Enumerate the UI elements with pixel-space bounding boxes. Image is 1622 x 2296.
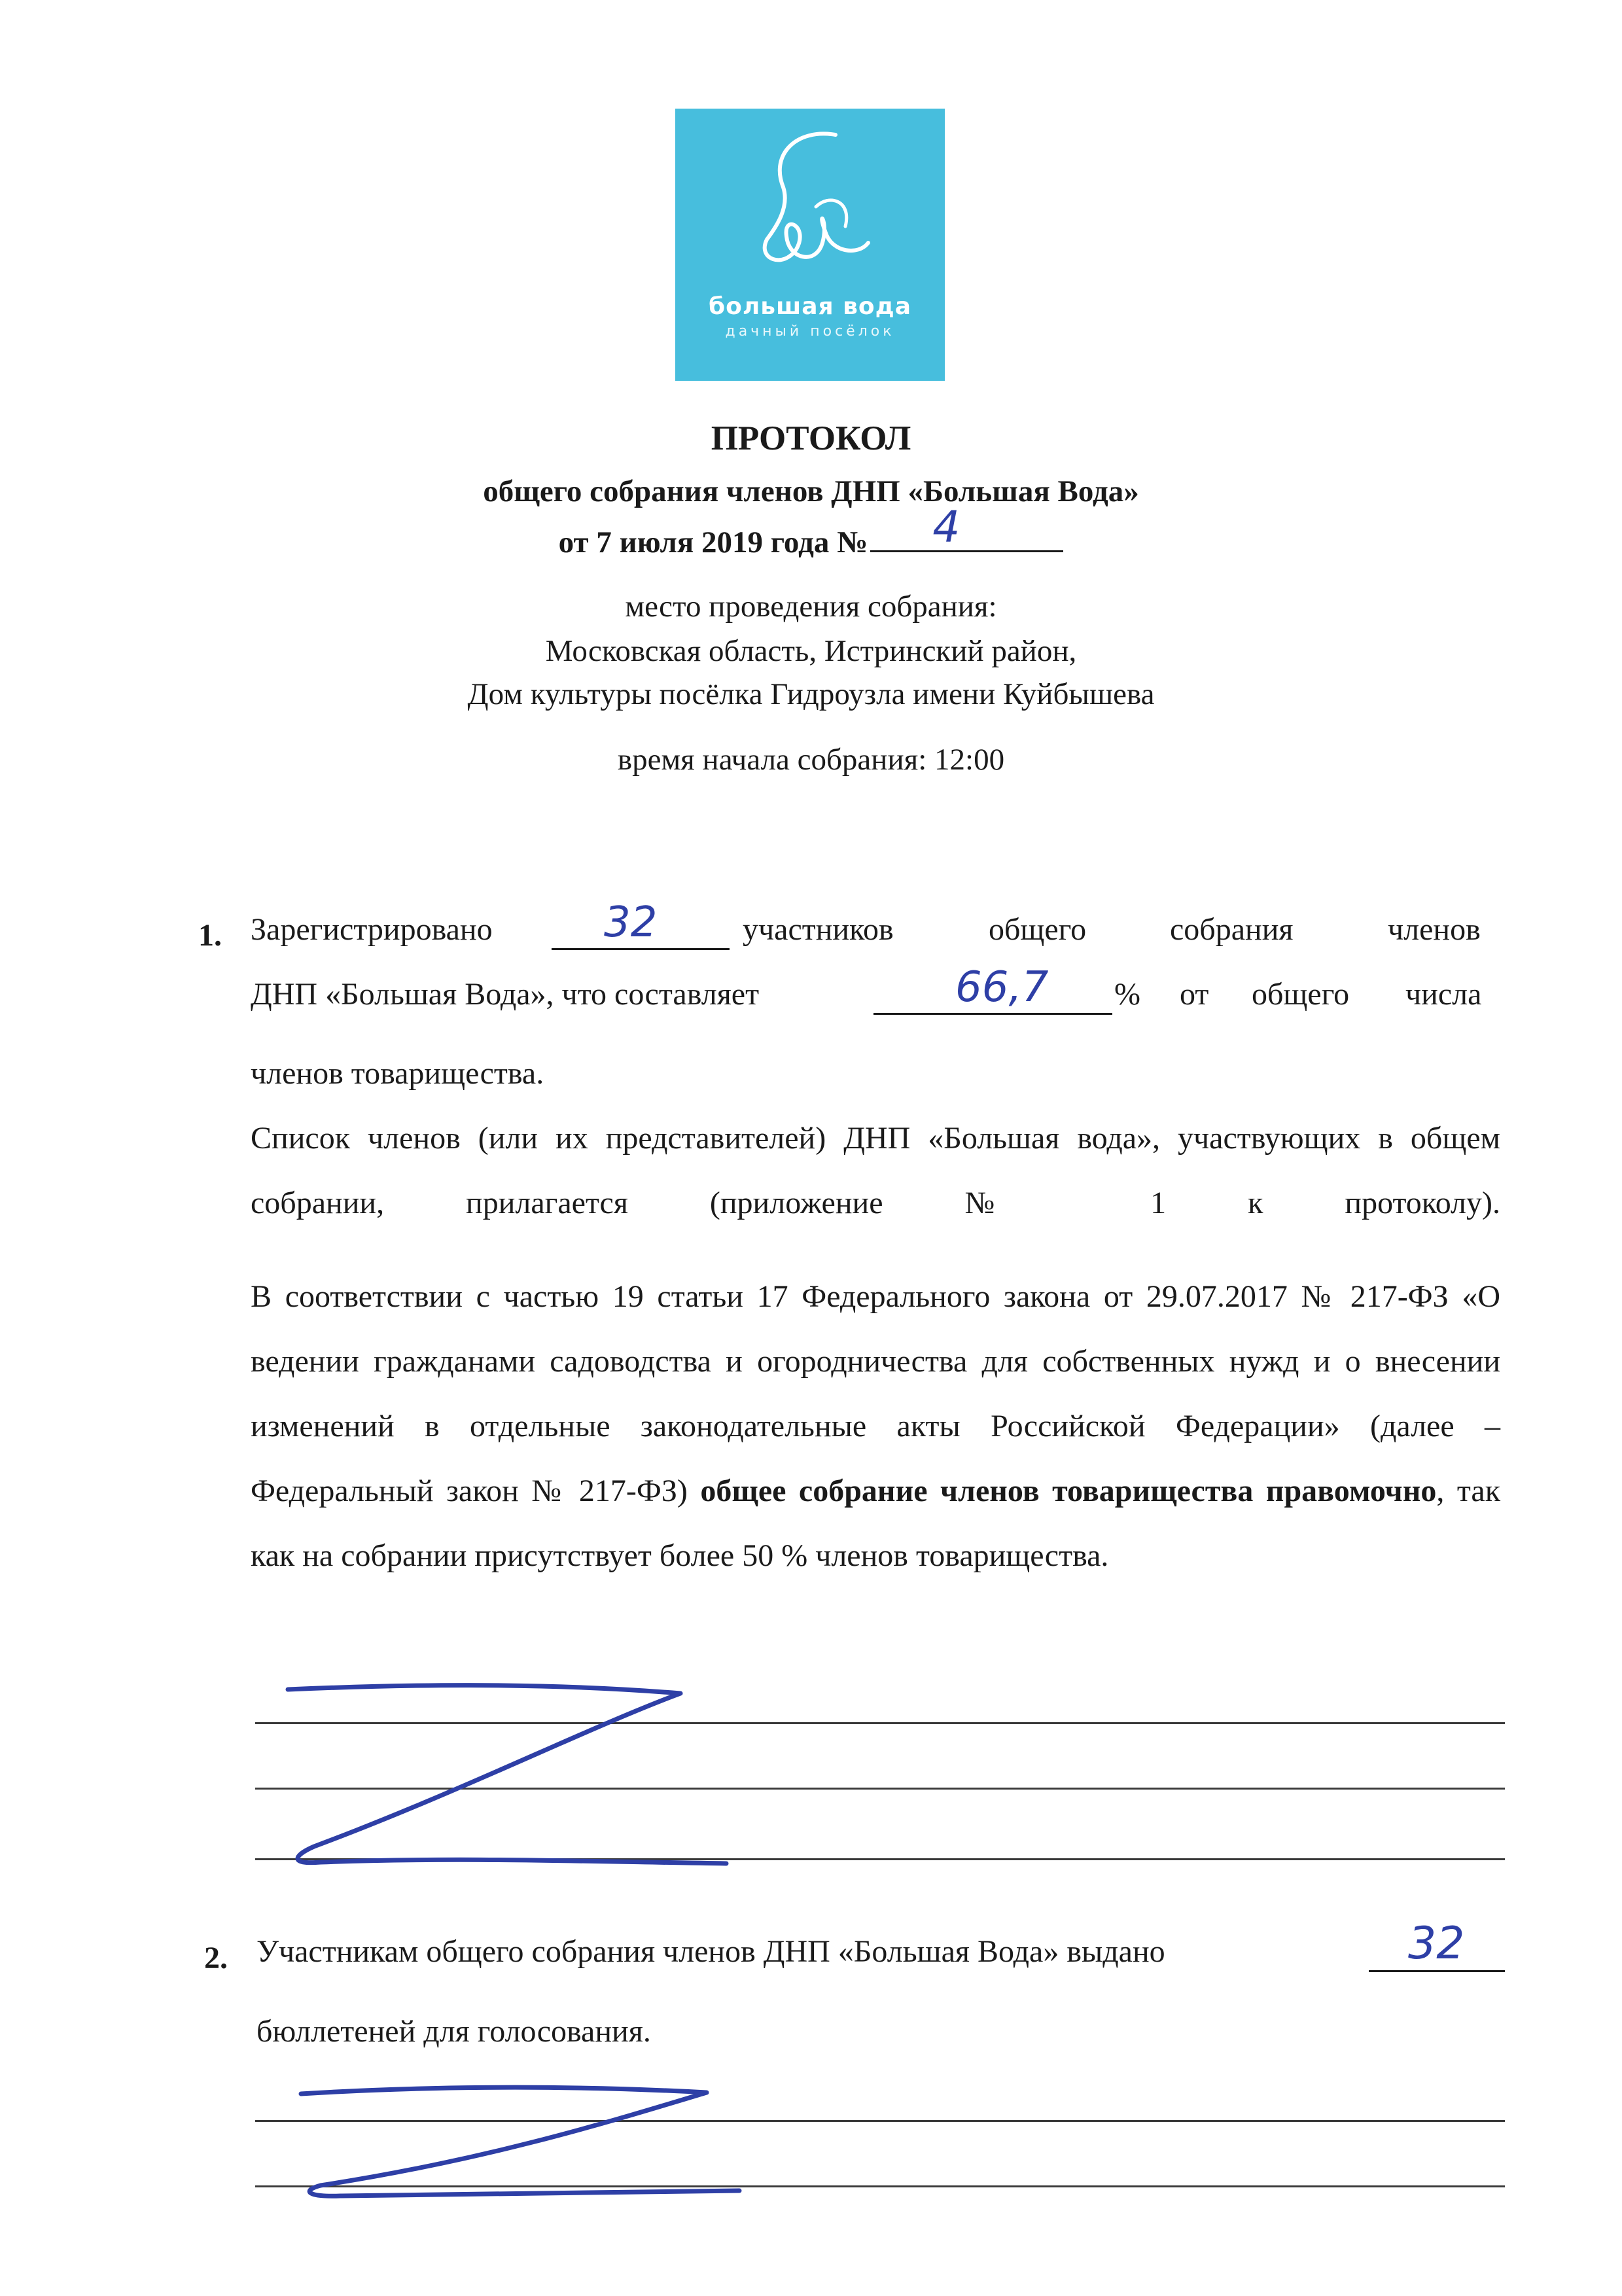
legal-text-bold: общее собрание членов товарищества правомочно — [700, 1474, 1437, 1508]
document-title: ПРОТОКОЛ — [711, 419, 911, 457]
percent-handwritten: 66,7 — [955, 963, 1049, 1012]
percent-sign: % — [1114, 977, 1140, 1012]
strike-mark-1-icon — [262, 1675, 759, 1871]
ballots-text: Участникам общего собрания членов ДНП «Большая Вода» выдано — [256, 1934, 1165, 1969]
legal-basis-paragraph — [251, 1264, 1500, 1588]
word-number: числа — [1405, 977, 1482, 1012]
section-1-number: 1. — [198, 918, 222, 953]
date-line — [0, 502, 1622, 560]
logo-brand-name: большая вода — [708, 293, 912, 320]
members-list-note: Список членов (или их представителей) ДНП «Большая вода», участвующих в общем собрании, прилагается (приложение № 1 к протоколу). — [251, 1121, 1500, 1220]
logo-subtitle: дачный посёлок — [725, 323, 895, 340]
legal-text-end: , так как на собрании присутствует более 50 % членов товарищества. — [251, 1474, 1501, 1573]
section-2-line-1 — [256, 1918, 1506, 1998]
place-label: место проведения собрания: — [625, 590, 997, 624]
document-subtitle: общего собрания членов ДНП «Большая Вода» — [483, 474, 1139, 508]
start-time: время начала собрания: 12:00 — [617, 743, 1005, 777]
word-meeting: собрания — [1170, 912, 1294, 947]
registered-prefix: Зарегистрировано — [251, 912, 493, 947]
ballots-count-handwritten: 32 — [1408, 1918, 1465, 1969]
members-line: членов товарищества. — [251, 1056, 544, 1091]
ballots-text-end: бюллетеней для голосования. — [256, 2014, 651, 2049]
date-text: от 7 июля 2019 года № — [558, 525, 868, 559]
place-line-2: Дом культуры посёлка Гидроузла имени Куйбышева — [467, 677, 1155, 711]
word-members: членов — [1388, 912, 1481, 947]
section-1-line-2 — [251, 963, 1500, 1041]
percent-field — [873, 963, 1112, 1015]
word-participants: участников — [743, 912, 894, 947]
word-from: от — [1180, 977, 1209, 1012]
section-1-line-1 — [251, 898, 1500, 976]
word-total: общего — [1252, 977, 1350, 1012]
registered-count-field — [552, 898, 730, 950]
legal-text-start: В соответствии с частью 19 статьи 17 Федерального закона от 29.07.2017 № 217-ФЗ «О ведении гражданами садоводства и огородничества для собственных нужд и о внесении изменений в отдельные законодательные акты Российской Федерации» (далее – Федеральный закон № 217-ФЗ) — [251, 1279, 1500, 1508]
strike-mark-2-icon — [275, 2074, 772, 2205]
word-general: общего — [989, 912, 1087, 947]
registered-count-handwritten: 32 — [604, 898, 658, 947]
protocol-number-handwritten: 4 — [932, 502, 961, 552]
dnp-prefix: ДНП «Большая Вода», что составляет — [251, 977, 760, 1012]
protocol-number-field — [870, 502, 1063, 552]
logo — [675, 109, 945, 381]
logo-monogram-icon — [737, 128, 894, 285]
place-line-1: Московская область, Истринский район, — [545, 634, 1077, 668]
section-2-number: 2. — [204, 1941, 228, 1975]
ballots-count-field — [1369, 1918, 1505, 1972]
